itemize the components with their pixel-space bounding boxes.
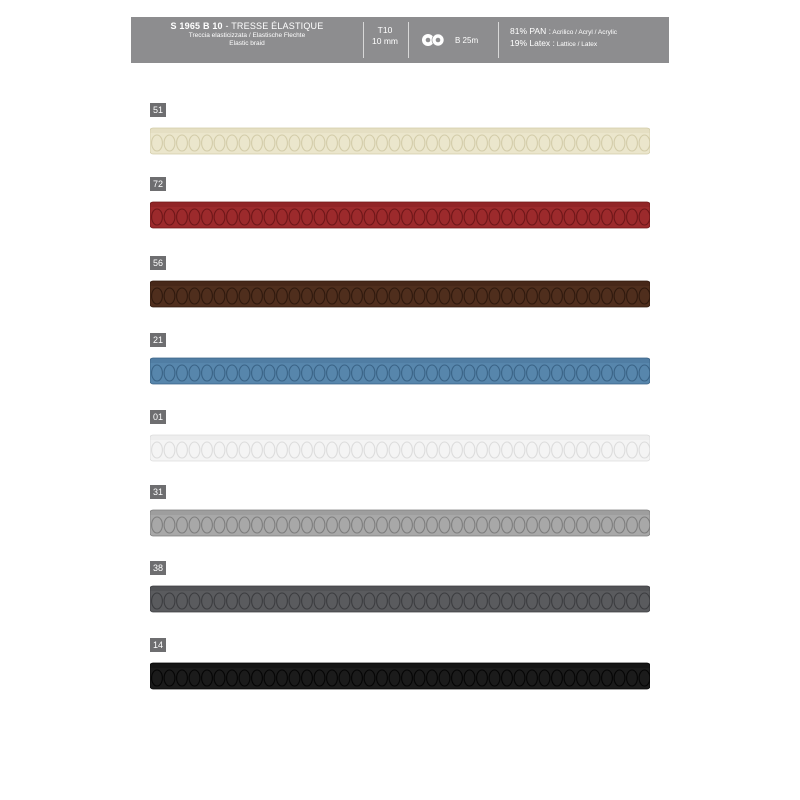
product-translation-en: Elastic braid — [229, 40, 265, 47]
product-name: - TRESSE ÉLASTIQUE — [222, 21, 324, 31]
braid-sample — [150, 356, 650, 386]
divider — [408, 22, 409, 58]
color-code: 51 — [150, 103, 166, 117]
composition-block — [510, 26, 617, 50]
packaging-length: B 25m — [455, 35, 479, 45]
color-code: 31 — [150, 485, 166, 499]
composition-latex: 19% Latex : — [510, 38, 555, 48]
color-code: 72 — [150, 177, 166, 191]
color-code: 14 — [150, 638, 166, 652]
divider — [363, 22, 364, 58]
product-code: S 1965 B 10 — [170, 21, 223, 31]
color-code: 38 — [150, 561, 166, 575]
composition-pan-translations: Acrilico / Acryl / Acrylic — [550, 29, 618, 36]
size-code: T10 — [377, 25, 393, 35]
product-translations: Treccia elasticizzata / Elastische Flechte — [188, 32, 306, 39]
divider — [498, 22, 499, 58]
reel-icon — [421, 33, 445, 47]
color-code: 01 — [150, 410, 166, 424]
color-code: 56 — [150, 256, 166, 270]
braid-sample — [150, 126, 650, 156]
braid-sample — [150, 279, 650, 309]
product-header — [131, 17, 669, 63]
braid-sample — [150, 584, 650, 614]
composition-line-1 — [510, 26, 617, 38]
braid-sample — [150, 508, 650, 538]
composition-pan: 81% PAN : — [510, 26, 551, 36]
size-mm: 10 mm — [372, 36, 398, 46]
product-title-block — [131, 21, 363, 48]
braid-sample — [150, 200, 650, 230]
braid-sample — [150, 433, 650, 463]
braid-sample — [150, 661, 650, 691]
color-code: 21 — [150, 333, 166, 347]
composition-line-2 — [510, 38, 617, 50]
size-block — [366, 25, 404, 47]
packaging-block — [421, 31, 478, 49]
product-title — [131, 21, 363, 32]
composition-latex-translations: Lattice / Latex — [554, 41, 598, 48]
